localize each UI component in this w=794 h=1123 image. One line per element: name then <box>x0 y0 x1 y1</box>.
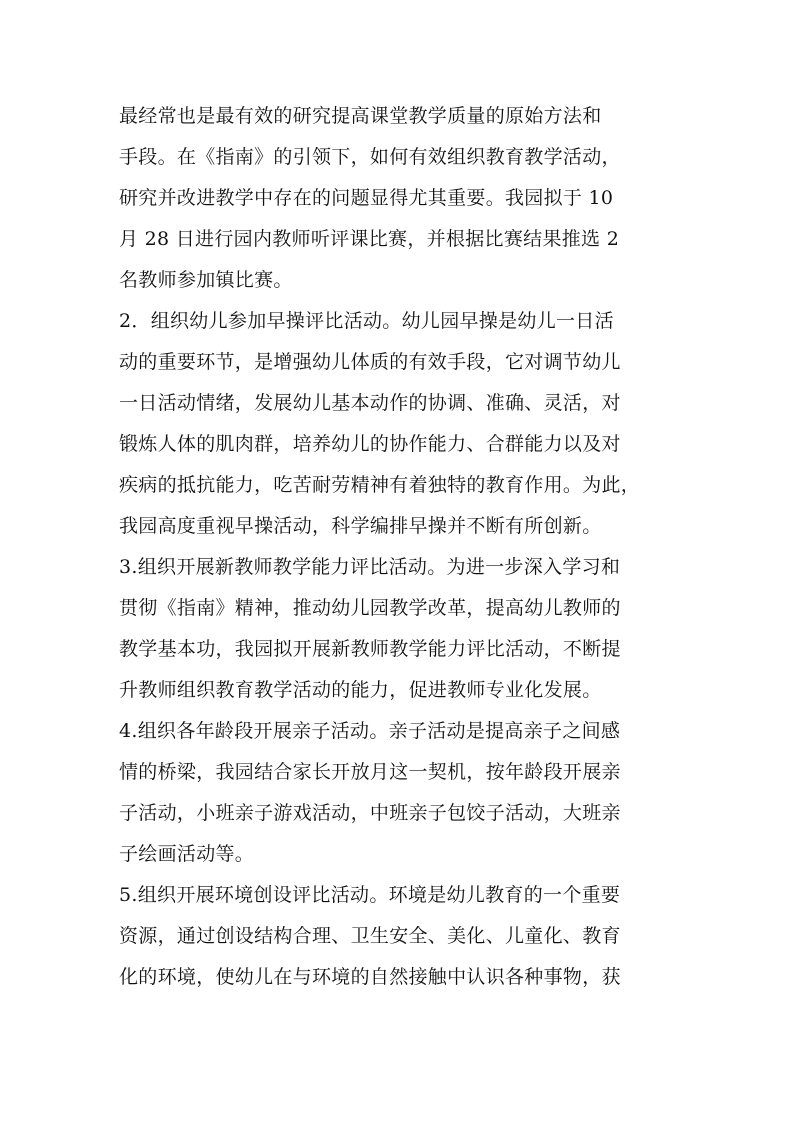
text-line: 升教师组织教育教学活动的能力，促进教师专业化发展。 <box>119 679 602 701</box>
text-line: 资源，通过创设结构合理、卫生安全、美化、儿童化、教育 <box>119 925 621 947</box>
text-line: 动的重要环节，是增强幼儿体质的有效手段，它对调节幼儿 <box>119 351 621 373</box>
text-line: 研究并改进教学中存在的问题显得尤其重要。我园拟于 10 <box>119 187 614 209</box>
body-text <box>119 96 679 998</box>
text-line: 名教师参加镇比赛。 <box>119 269 293 291</box>
text-line: 2．组织幼儿参加早操评比活动。幼儿园早操是幼儿一日活 <box>119 310 614 332</box>
text-line: 最经常也是最有效的研究提高课堂教学质量的原始方法和 <box>119 105 602 127</box>
text-line: 情的桥梁，我园结合家长开放月这一契机，按年龄段开展亲 <box>119 761 621 783</box>
text-line: 子活动，小班亲子游戏活动，中班亲子包饺子活动，大班亲 <box>119 802 621 824</box>
text-line: 教学基本功，我园拟开展新教师教学能力评比活动，不断提 <box>119 638 621 660</box>
text-line: 锻炼人体的肌肉群，培养幼儿的协作能力、合群能力以及对 <box>119 433 621 455</box>
text-line: 化的环境，使幼儿在与环境的自然接触中认识各种事物，获 <box>119 966 621 988</box>
text-line: 手段。在《指南》的引领下，如何有效组织教育教学活动， <box>119 146 621 168</box>
text-line: 月 28 日进行园内教师听评课比赛，并根据比赛结果推选 2 <box>119 228 620 250</box>
text-line: 3.组织开展新教师教学能力评比活动。为进一步深入学习和 <box>119 556 621 578</box>
text-line: 5.组织开展环境创设评比活动。环境是幼儿教育的一个重要 <box>119 884 621 906</box>
text-line: 4.组织各年龄段开展亲子活动。亲子活动是提高亲子之间感 <box>119 720 621 742</box>
text-line: 子绘画活动等。 <box>119 843 255 865</box>
text-line: 疾病的抵抗能力，吃苦耐劳精神有着独特的教育作用。为此， <box>119 474 641 496</box>
text-line: 贯彻《指南》精神，推动幼儿园教学改革，提高幼儿教师的 <box>119 597 621 619</box>
text-line: 我园高度重视早操活动，科学编排早操并不断有所创新。 <box>119 515 602 537</box>
text-line: 一日活动情绪，发展幼儿基本动作的协调、准确、灵活，对 <box>119 392 621 414</box>
